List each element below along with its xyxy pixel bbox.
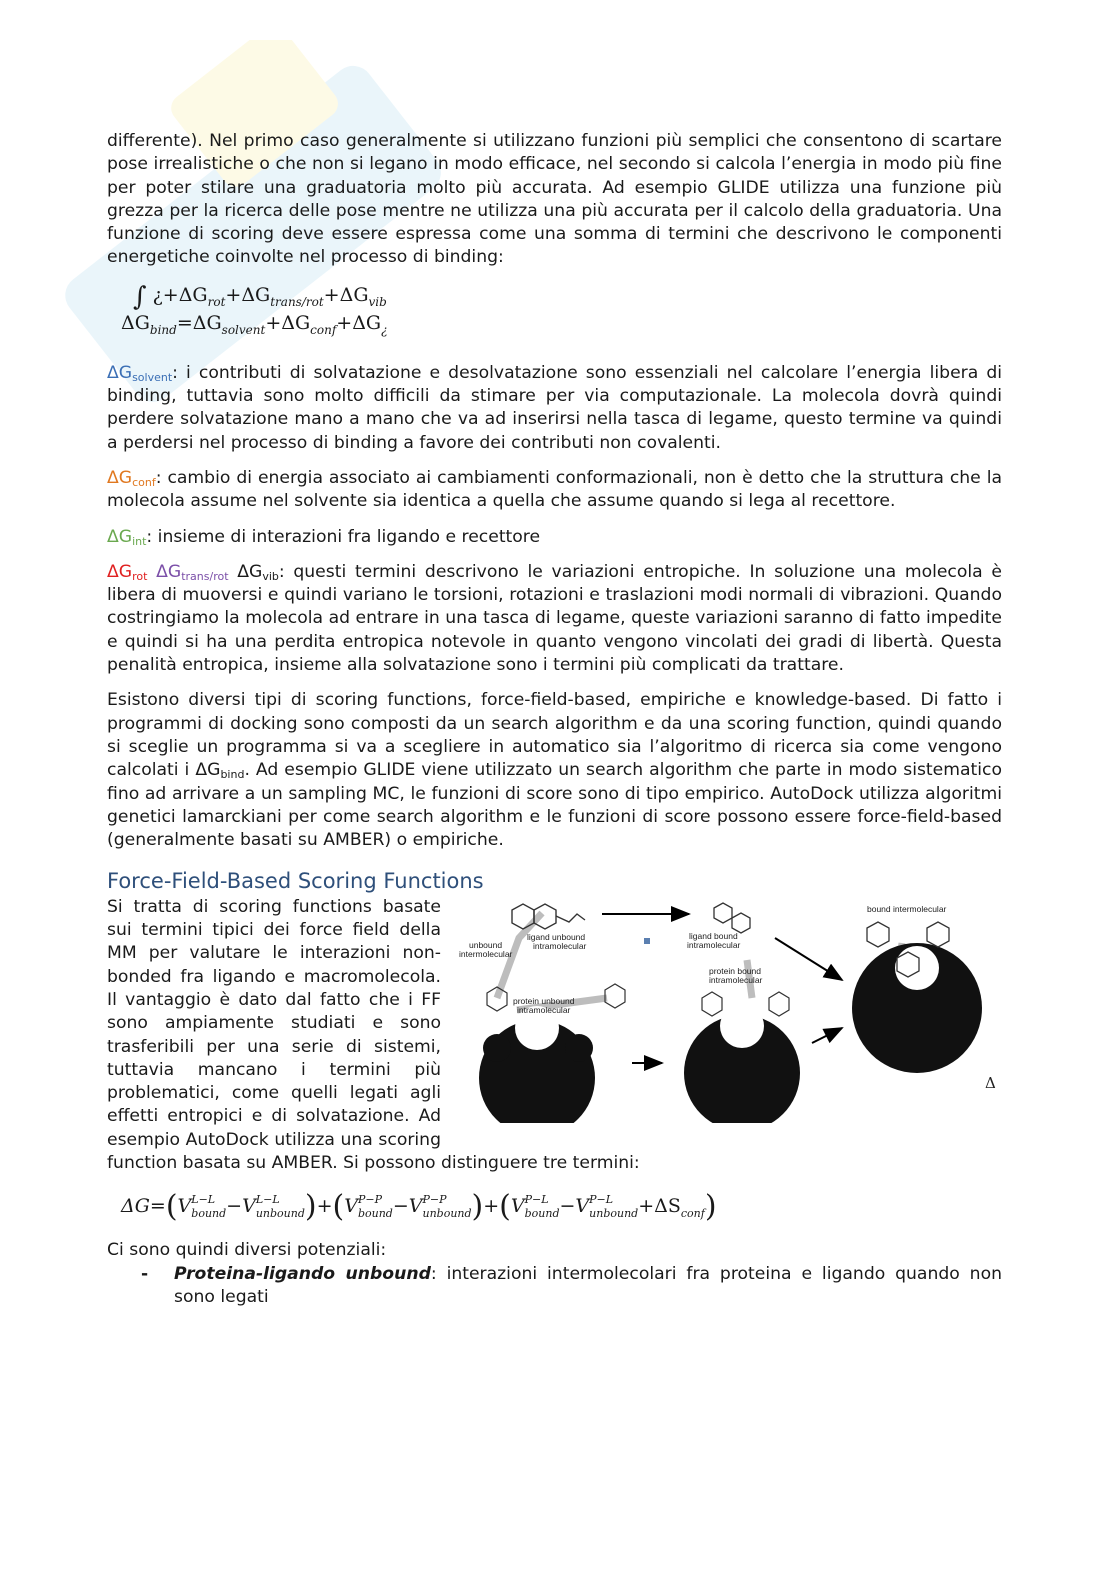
formula-line-2: $\Delta G_{bind}=\Delta G_{solvent}+\Delta G_{conf}+\Delta G_¿$ [121,311,388,337]
protein-unbound-blob [479,1006,595,1123]
int-paragraph: $\Delta G_{int}$: insieme di interazioni fra ligando e recettore [107,526,541,548]
label-intramolecular-3: intramolecular [687,939,741,950]
label-ligand-unbound: ligand unbound [527,931,586,942]
label-protein-bound: protein bound [709,965,761,976]
binding-scheme-figure [457,898,1002,1123]
label-intermolecular-1: intermolecular [459,948,513,959]
int-term: $\Delta G_{int}$ [107,526,147,548]
solvent-paragraph: $\Delta G_{solvent}$: i contributi di solvatazione e desolvatazione sono essenziali nel calcolare l’energia libera di binding, tuttavia sono molto difficili da stimare per via computazionale. La molecola dovrà quindi perdere solvatazione mano a mano che va ad inserirsi nella tasca di legame, questo termine va quindi a perdersi nel processo di binding a favore dei contributi non covalenti. [107,362,1002,453]
label-intramolecular-1: intramolecular [533,940,587,951]
potentials-intro: Ci sono quindi diversi potenziali: [107,1240,387,1261]
trans-term: $\Delta G_{trans/rot}$ [156,561,229,583]
conf-term: $\Delta G_{conf}$ [107,467,156,489]
binding-scheme-diagram [457,898,1002,1123]
solvent-term: $\Delta G_{solvent}$ [107,362,173,384]
ligand-unbound-molecule [512,904,585,929]
document-page [107,130,1002,1309]
potentials-list [107,1263,1002,1310]
intro-paragraph: differente). Nel primo caso generalmente si utilizzano funzioni più semplici che consentono di scartare pose irrealistiche o che non si legano in modo efficace, nel secondo si calcola l’energia in modo più fine per poter stilare una graduatoria molto più accurata. Ad esempio GLIDE utilizza una funzione più grezza per la ricerca delle pose mentre ne utilizza una più accurata per il calcolo della graduatoria. Una funzione di scoring deve essere espressa come una somma di termini che descrivono le componenti energetiche coinvolte nel processo di binding: [107,131,1002,268]
small-marker [644,938,650,944]
label-bound-intermolecular: bound intermolecular [867,903,947,914]
delta-g-formula: ΔG=(V L−L bound −V L−L unbound )+(V P−P bound −V P−P unbound )+(V P−L bound −V P−L unbound +ΔS conf ) [121,1189,717,1225]
label-intramolecular-2: intramolecular [517,1004,571,1015]
force-field-paragraph: Si tratta di scoring functions basate sui termini tipici dei force field della MM per valutare le interazioni non-bonded fra ligando e macromolecola. Il vantaggio è dato dal fatto che i FF sono ampiamente studiati e sono trasferibili per una serie di sistemi, tuttavia mancano i termini più problematici, come quelli legati agli effetti entropici e di solvatazione. Ad esempio AutoDock utilizza una scoring function basata su AMBER. Si possono distinguere tre termini: [107,896,640,1173]
figure-delta: Δ [985,1073,996,1092]
entropy-paragraph: $\Delta G_{rot}$ $\Delta G_{trans/rot}$ $\Delta G_{vib}$: questi termini descrivono le variazioni entropiche. In soluzione una molecola è libera di muoversi e quindi variano le torsioni, rotazioni e traslazioni modi normali di vibrazioni. Quando costringiamo la molecola ad entrare in una tasca di legame, queste variazioni saranno di fatto impedite e quindi si ha una perdita entropica notevole in quanto vengono vincolati dei gradi di libertà. Questa penalità entropica, insieme alla solvatazione sono i termini più complicati da trattare. [107,561,1002,676]
rot-term: $\Delta G_{rot}$ [107,561,148,583]
formula-line-1: ∫ ¿$+\Delta G_{rot}+\Delta G_{trans/rot}+\Delta G_{vib}$ [133,281,387,312]
ligand-bound-molecule [714,903,750,933]
label-intramolecular-4: intramolecular [709,974,763,985]
label-protein-unbound: protein unbound [513,995,575,1006]
label-ligand-bound: ligand bound [689,930,738,941]
vib-term: $\Delta G_{vib}$ [237,561,279,583]
section-heading: Force-Field-Based Scoring Functions [107,869,484,894]
protein-bound-blob [684,1004,800,1123]
label-unbound: unbound [469,939,503,950]
bound-complex-blob [852,943,982,1073]
conf-paragraph: $\Delta G_{conf}$: cambio di energia associato ai cambiamenti conformazionali, non è detto che la struttura che la molecola assume nel solvente sia identica a quella che assume quando si lega al recettore. [107,467,1002,512]
binding-energy-formula [107,282,1002,348]
list-item: - Proteina-ligando unbound: interazioni intermolecolari fra proteina e ligando quando non sono legati [107,1263,1002,1310]
scoring-types-paragraph: Esistono diversi tipi di scoring functions, force-field-based, empiriche e knowledge-based. Di fatto i programmi di docking sono composti da un search algorithm e da una scoring function, quindi quando si sceglie un programma si va a scegliere in automatico sia l’algoritmo di ricerca sia come vengono calcolati i $\Delta G_{bind}$. Ad esempio GLIDE viene utilizzato un search algorithm che parte in modo sistematico fino ad arrivare a un sampling MC, le funzioni di score sono di tipo empirico. AutoDock utilizza algoritmi genetici lamarckiani per come search algorithm e le funzioni di score possono essere force-field-based (generalmente basati su AMBER) o empiriche. [107,690,1002,851]
